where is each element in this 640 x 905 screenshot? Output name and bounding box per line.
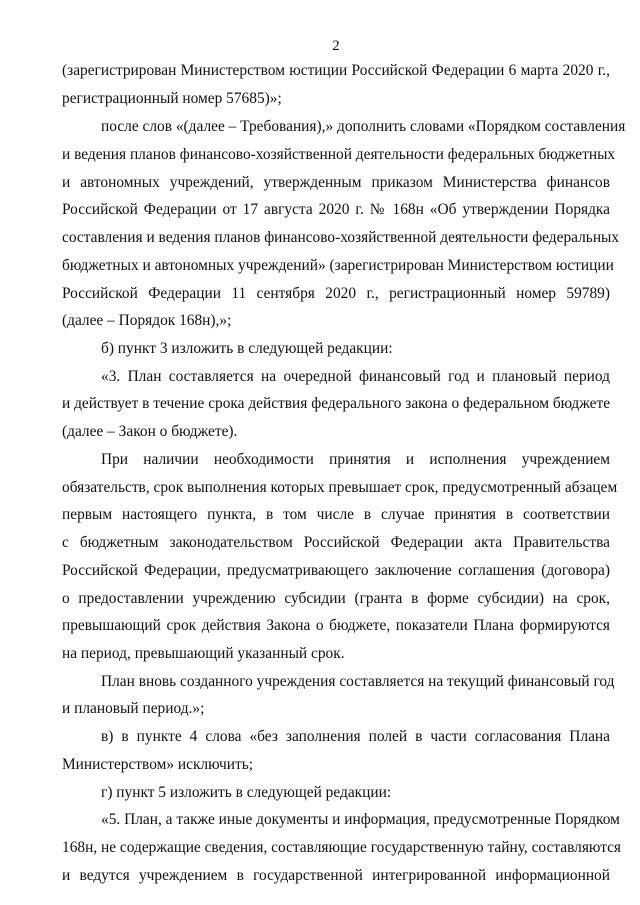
text-line: Российской Федерации, предусматривающего заключение соглашения (договора) (62, 562, 610, 579)
page-number: 2 (332, 38, 340, 54)
text-line: бюджетных и автономных учреждений» (зарегистрирован Министерством юстиции (62, 257, 614, 274)
text-line: и ведения планов финансово-хозяйственной деятельности федеральных бюджетных (62, 146, 616, 163)
text-line: (далее – Закон о бюджете). (62, 423, 238, 440)
text-line: «5. План, а также иные документы и информация, предусмотренные Порядком (101, 811, 620, 828)
text-line: Российской Федерации 11 сентября 2020 г., регистрационный номер 59789) (62, 285, 610, 302)
text-line: с бюджетным законодательством Российской Федерации акта Правительства (62, 534, 610, 551)
text-line: первым настоящего пункта, в том числе в случае принятия в соответствии (62, 506, 610, 523)
text-line: и плановый период.»; (62, 700, 205, 717)
text-line: составления и ведения планов финансово-хозяйственной деятельности федеральных (62, 229, 620, 246)
text-line: на период, превышающий указанный срок. (62, 645, 345, 662)
text-line: в) в пункте 4 слова «без заполнения полей в части согласования Плана (101, 728, 610, 745)
text-line: б) пункт 3 изложить в следующей редакции: (101, 340, 393, 357)
text-line: после слов «(далее – Требования),» дополнить словами «Порядком составления (101, 118, 626, 135)
text-line: Российской Федерации от 17 августа 2020 г. № 168н «Об утверждении Порядка (62, 201, 610, 218)
text-line: обязательств, срок выполнения которых превышает срок, предусмотренный абзацем (62, 479, 618, 496)
text-line: Министерством» исключить; (62, 756, 254, 773)
text-line: о предоставлении учреждению субсидии (гранта в форме субсидии) на срок, (62, 590, 610, 607)
text-line: 168н, не содержащие сведения, составляющие государственную тайну, составляются (62, 839, 622, 856)
text-line: и ведутся учреждением в государственной интегрированной информационной (62, 867, 610, 884)
text-line: План вновь созданного учреждения составляется на текущий финансовый год (101, 673, 615, 690)
text-line: превышающий срок действия Закона о бюджете, показатели Плана формируются (62, 617, 610, 634)
text-line: и действует в течение срока действия федерального закона о федеральном бюджете (62, 395, 611, 412)
text-line: «3. План составляется на очередной финансовый год и плановый период (101, 368, 610, 385)
text-line: и автономных учреждений, утвержденным приказом Министерства финансов (62, 174, 610, 191)
text-line: г) пункт 5 изложить в следующей редакции: (101, 784, 392, 801)
text-line: При наличии необходимости принятия и исполнения учреждением (101, 451, 610, 468)
text-line: (далее – Порядок 168н),»; (62, 312, 232, 329)
text-line: (зарегистрирован Министерством юстиции Российской Федерации 6 марта 2020 г., (62, 62, 610, 79)
text-line: регистрационный номер 57685)»; (62, 90, 282, 107)
